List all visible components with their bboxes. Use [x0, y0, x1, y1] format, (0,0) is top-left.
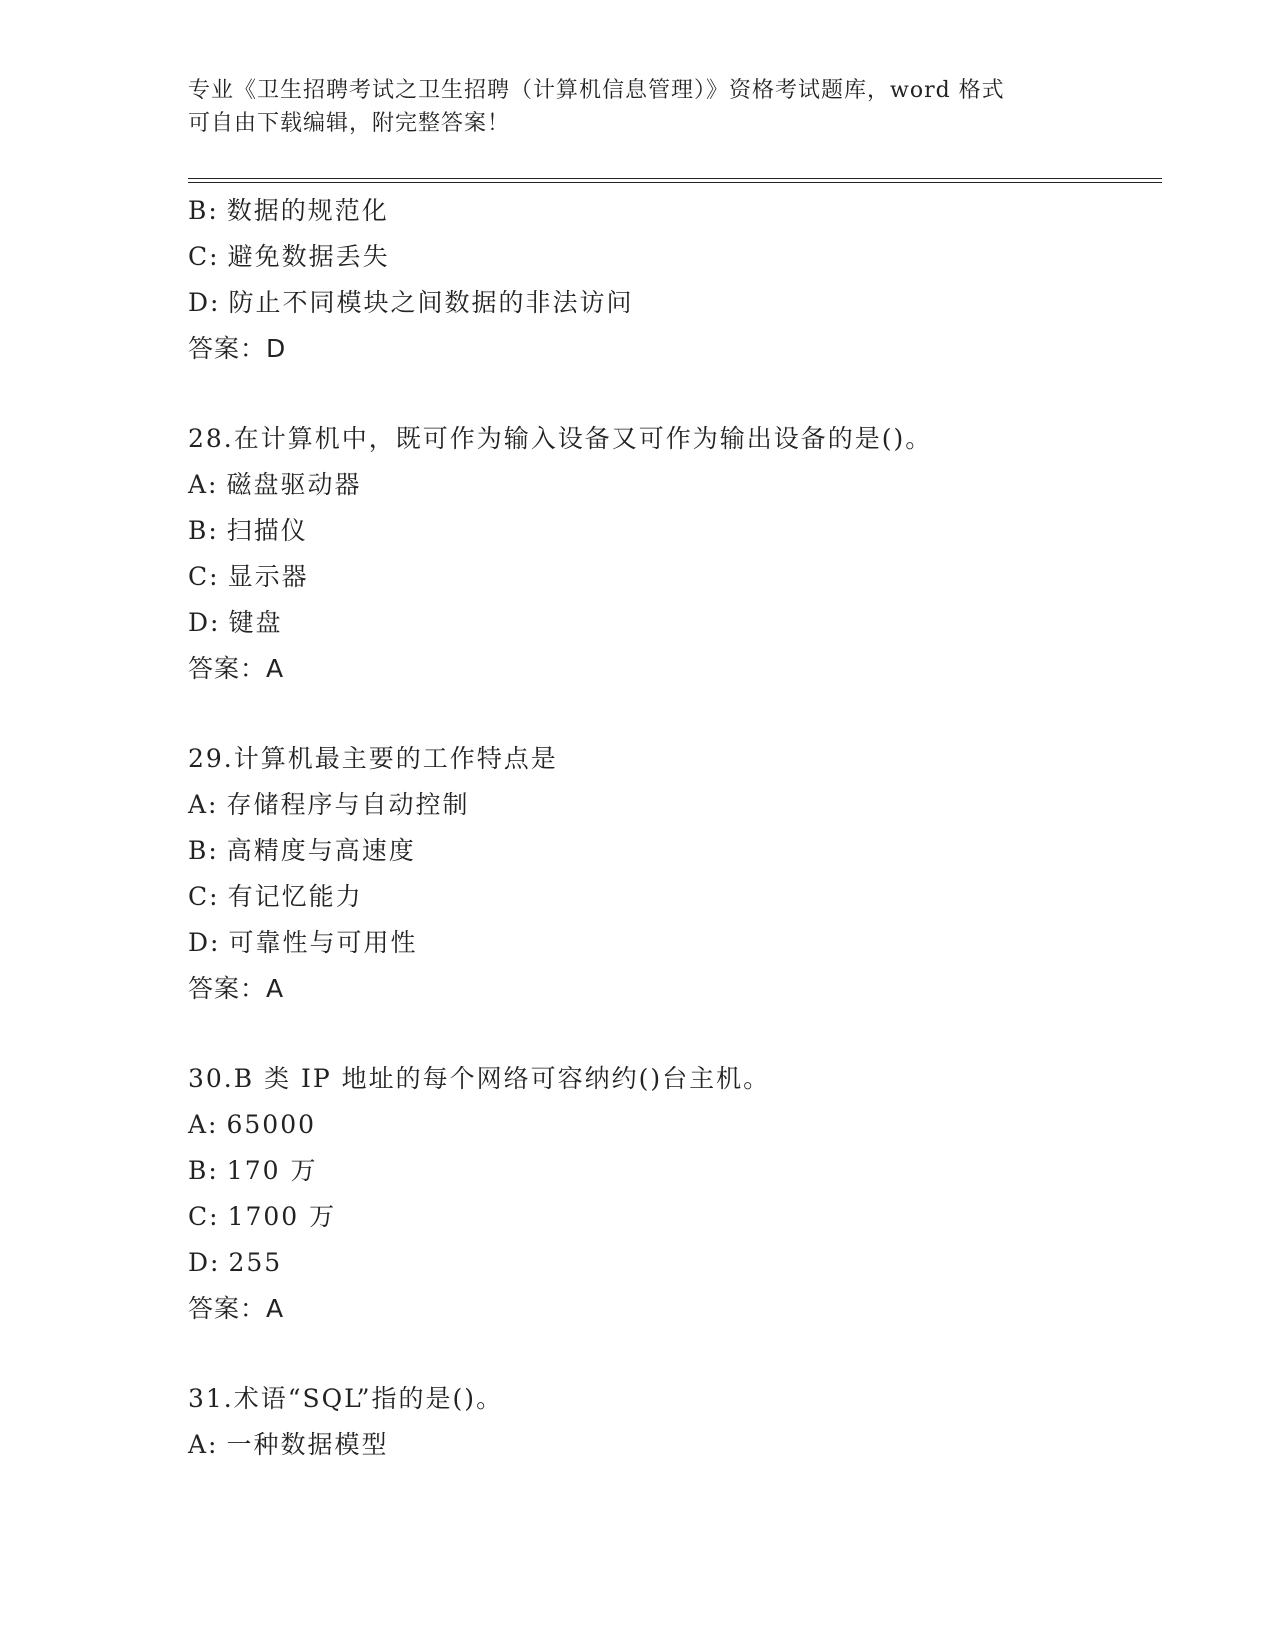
question-number: 29. [188, 744, 234, 773]
option-letter: D: [188, 928, 221, 957]
question-stem [188, 1376, 1148, 1422]
option-letter: B: [188, 836, 219, 865]
option-text: 扫描仪 [226, 516, 308, 545]
spacer [188, 372, 1148, 416]
option-row [188, 874, 1148, 920]
option-row [188, 462, 1148, 508]
document-header [188, 74, 1088, 140]
option-row [188, 1422, 1148, 1468]
option-row [188, 920, 1148, 966]
option-row [188, 1148, 1148, 1194]
option-letter: D: [188, 1248, 221, 1277]
spacer [188, 1332, 1148, 1376]
option-text: 避免数据丢失 [227, 242, 390, 271]
option-letter: C: [188, 1202, 220, 1231]
option-text: 高精度与高速度 [226, 836, 416, 865]
question-number: 31. [188, 1384, 234, 1413]
option-row [188, 508, 1148, 554]
header-line-1: 专业《卫生招聘考试之卫生招聘（计算机信息管理）》资格考试题库，word 格式 [188, 78, 1005, 103]
option-letter: B: [188, 1156, 219, 1185]
option-row [188, 1194, 1148, 1240]
option-text: 1700 万 [227, 1202, 337, 1231]
header-line-2: 可自由下载编辑，附完整答案！ [188, 111, 511, 136]
option-letter: C: [188, 562, 220, 591]
option-letter: B: [188, 516, 219, 545]
option-text: 存储程序与自动控制 [226, 790, 470, 819]
option-row [188, 234, 1148, 280]
option-row [188, 280, 1148, 326]
answer-line: 答案：A [188, 1294, 285, 1323]
option-letter: A: [188, 470, 219, 499]
option-row [188, 600, 1148, 646]
option-letter: B: [188, 196, 219, 225]
question-stem [188, 1056, 1148, 1102]
question-text: B 类 IP 地址的每个网络可容纳约()台主机。 [233, 1064, 771, 1093]
question-stem [188, 416, 1148, 462]
option-text: 170 万 [226, 1156, 318, 1185]
option-letter: A: [188, 1110, 219, 1139]
option-row [188, 828, 1148, 874]
spacer [188, 1012, 1148, 1056]
option-row [188, 782, 1148, 828]
option-text: 一种数据模型 [226, 1430, 389, 1459]
option-letter: D: [188, 608, 221, 637]
question-text: 计算机最主要的工作特点是 [233, 744, 558, 773]
option-letter: C: [188, 242, 220, 271]
option-letter: A: [188, 790, 219, 819]
question-text: 术语“SQL”指的是()。 [233, 1384, 504, 1413]
option-text: 可靠性与可用性 [228, 928, 418, 957]
answer-line: 答案：A [188, 974, 285, 1003]
question-number: 28. [188, 424, 234, 453]
option-row [188, 554, 1148, 600]
option-text: 有记忆能力 [227, 882, 363, 911]
header-divider-bottom [188, 182, 1162, 183]
header-divider-top [188, 178, 1162, 179]
option-row [188, 188, 1148, 234]
option-text: 显示器 [227, 562, 309, 591]
option-text: 防止不同模块之间数据的非法访问 [228, 288, 634, 317]
option-text: 数据的规范化 [226, 196, 389, 225]
option-text: 键盘 [228, 608, 283, 637]
question-number: 30. [188, 1064, 234, 1093]
option-row [188, 1102, 1148, 1148]
question-stem [188, 736, 1148, 782]
question-text: 在计算机中，既可作为输入设备又可作为输出设备的是()。 [233, 424, 933, 453]
option-text: 255 [228, 1248, 283, 1277]
spacer [188, 692, 1148, 736]
option-letter: A: [188, 1430, 219, 1459]
answer-line: 答案：D [188, 334, 287, 363]
option-letter: C: [188, 882, 220, 911]
option-letter: D: [188, 288, 221, 317]
option-text: 磁盘驱动器 [226, 470, 362, 499]
question-list [188, 188, 1148, 1468]
option-row [188, 1240, 1148, 1286]
option-text: 65000 [226, 1110, 317, 1139]
answer-line: 答案：A [188, 654, 285, 683]
